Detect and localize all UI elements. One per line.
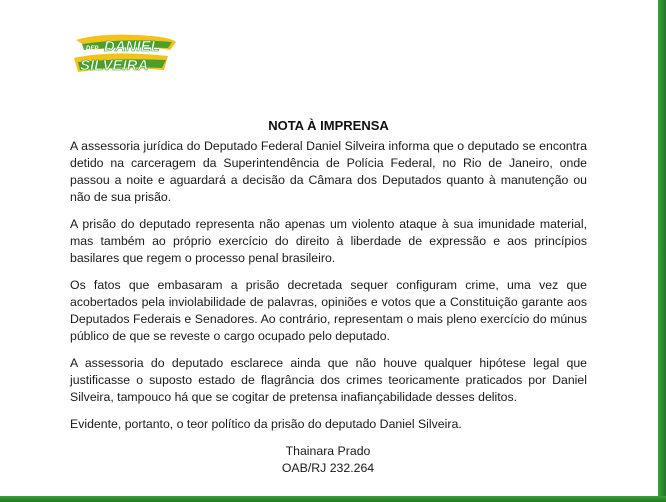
- paragraph: Evidente, portanto, o teor político da prisão do deputado Daniel Silveira.: [70, 417, 462, 431]
- document-title: NOTA À IMPRENSA: [268, 118, 389, 133]
- signature-registration: OAB/RJ 232.264: [281, 461, 375, 475]
- signature-block: [200, 443, 456, 477]
- green-frame-right: [658, 0, 666, 502]
- paragraph: A prisão do deputado representa não apenas um violento ataque à sua imunidade material, mas também ao próprio exercício do direito à liberdade de expressão e aos princípios basilares que regem o processo penal brasileiro.: [70, 217, 587, 265]
- daniel-silveira-logo: [72, 30, 180, 78]
- logo-line2: SILVEIRA: [80, 57, 149, 74]
- logo-graphic: [72, 30, 180, 78]
- paragraph: A assessoria do deputado esclarece ainda que não houve qualquer hipótese legal que justificasse o suposto estado de flagrância dos crimes teoricamente praticados por Daniel Silveira, tampouco há que se cogitar de pretensa inafiançabilidade desses delitos.: [70, 356, 587, 404]
- paragraph: Os fatos que embasaram a prisão decretada sequer configuram crime, uma vez que acobertados pela inviolabilidade de palavras, opiniões e votos que a Constituição garante aos Deputados Federais e Senadores. Ao contrário, representam o mais pleno exercício do múnus público de que se reveste o cargo ocupado pelo deputado.: [70, 278, 587, 343]
- document-body: [70, 138, 587, 443]
- paragraph: A assessoria jurídica do Deputado Federal Daniel Silveira informa que o deputado se encontra detido na carceragem da Superintendência de Polícia Federal, no Rio de Janeiro, onde passou a noite e aguardará a decisão da Câmara dos Deputados quanto à manutenção ou não de sua prisão.: [70, 139, 587, 204]
- logo-prefix: DEP.: [86, 46, 100, 52]
- logo-line1: DANIEL: [104, 38, 160, 55]
- signature-name: Thainara Prado: [285, 444, 371, 458]
- green-frame-bottom: [0, 496, 666, 502]
